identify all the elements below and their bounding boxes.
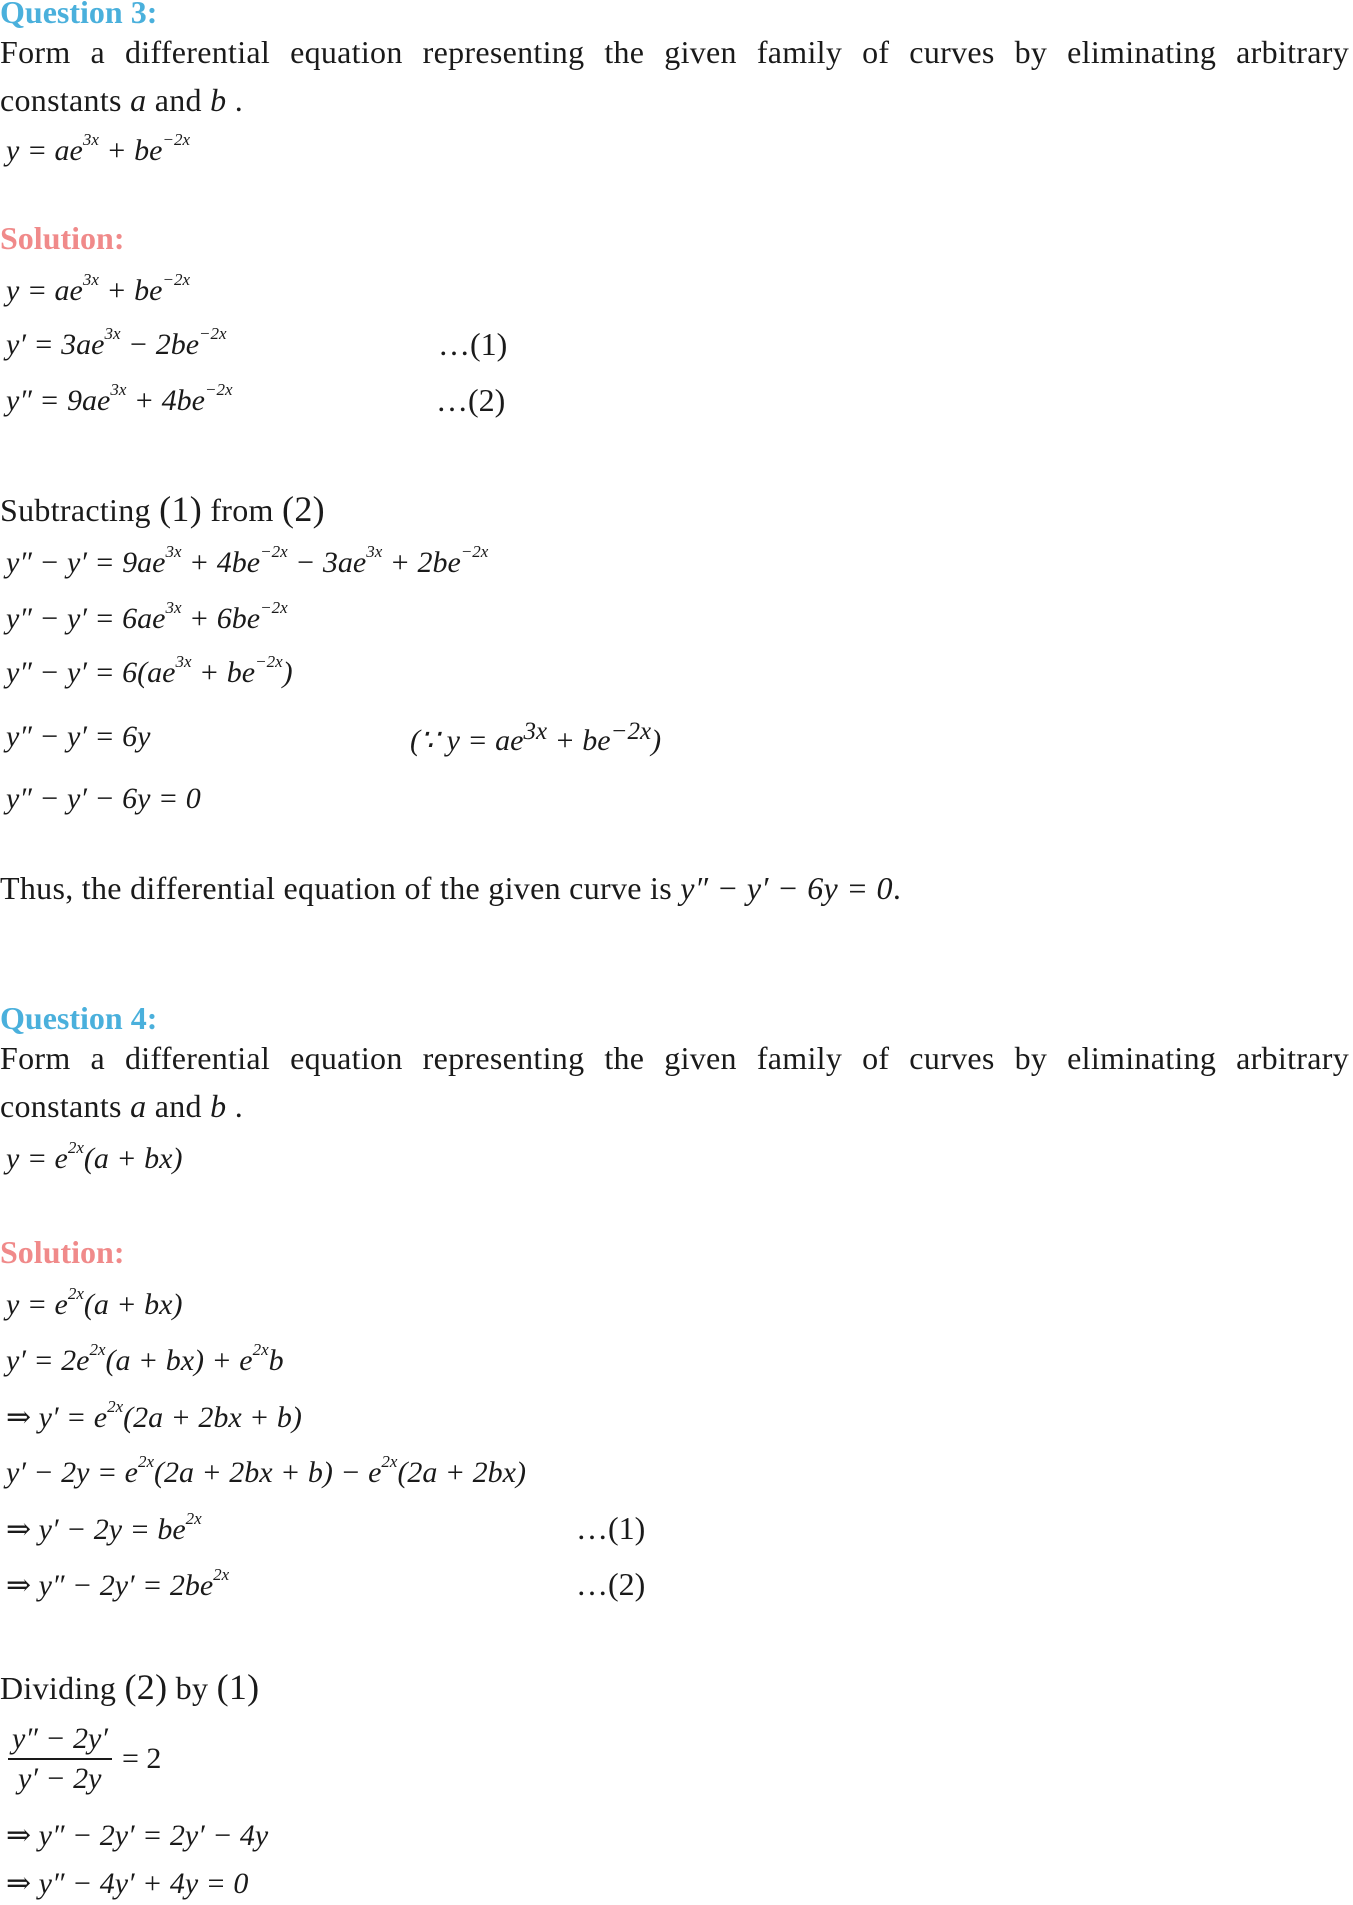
q4-fraction-denominator: y′ − 2y (18, 1762, 102, 1795)
question-3-heading: Question 3: (0, 0, 158, 30)
q4-fraction-rhs: = 2 (122, 1742, 162, 1775)
q3-subtracting-line: Subtracting (1) from (2) (0, 489, 325, 529)
question-3-prompt-line-1: Form a differential equation representing the given family of curves by eliminating arbitrary (0, 34, 1349, 70)
q4-final-step-1: ⇒ y″ − 2y′ = 2y′ − 4y (6, 1819, 269, 1852)
q4-fraction (8, 1722, 112, 1796)
q3-conclusion: Thus, the differential equation of the given curve is y″ − y′ − 6y = 0. (0, 870, 902, 906)
q4-step-5: ⇒ $y' - 2y = be^{2x}$ (6, 1509, 202, 1546)
q3-step-3-reference: …(2) (436, 382, 506, 418)
q3-step-7: y″ − y′ = 6y (6, 720, 151, 753)
question-3-prompt-line-2: constants a and b . (0, 82, 244, 118)
question-4-prompt-line-1: Form a differential equation representing the given family of curves by eliminating arbitrary (0, 1040, 1349, 1076)
q4-fraction-numerator: y″ − 2y′ (8, 1722, 112, 1760)
q4-step-5-reference: …(1) (576, 1510, 646, 1546)
q3-step-5: $y'' - y' = 6ae^{3x} + 6be^{-2x}$ (6, 598, 288, 635)
question-4-heading: Question 4: (0, 1000, 158, 1036)
question-4-prompt-line-2: constants a and b . (0, 1088, 244, 1124)
question-4-given-equation: $y = e^{2x}(a + bx)$ (6, 1138, 183, 1175)
q4-step-6-reference: …(2) (576, 1566, 646, 1602)
q3-step-1: $y = ae^{3x} + be^{-2x}$ (6, 270, 191, 307)
q4-dividing-line: Dividing (2) by (1) (0, 1667, 260, 1707)
question-4-solution-heading: Solution: (0, 1234, 125, 1270)
question-3-given-equation: $y = ae^{3x} + be^{-2x}$ (6, 130, 191, 167)
q3-step-3: $y'' = 9ae^{3x} + 4be^{-2x}$ (6, 380, 233, 417)
q4-step-2: $y' = 2e^{2x}(a + bx) + e^{2x}b$ (6, 1340, 284, 1377)
q3-step-8: y″ − y′ − 6y = 0 (6, 782, 201, 815)
q3-step-6: $y'' - y' = 6(ae^{3x} + be^{-2x})$ (6, 652, 293, 689)
q4-step-4: $y' - 2y = e^{2x}(2a + 2bx + b) - e^{2x}(2a + 2bx)$ (6, 1452, 526, 1489)
question-3-solution-heading: Solution: (0, 220, 125, 256)
q4-final-step-2: ⇒ y″ − 4y′ + 4y = 0 (6, 1867, 249, 1900)
q3-step-2: $y' = 3ae^{3x} - 2be^{-2x}$ (6, 324, 227, 361)
q3-step-4: $y'' - y' = 9ae^{3x} + 4be^{-2x} - 3ae^{3x} + 2be^{-2x}$ (6, 542, 489, 579)
q4-step-6: ⇒ $y'' - 2y' = 2be^{2x}$ (6, 1565, 230, 1602)
q4-step-3: ⇒ $y' = e^{2x}(2a + 2bx + b)$ (6, 1397, 302, 1434)
q3-step-2-reference: …(1) (438, 326, 508, 362)
q4-step-1: $y = e^{2x}(a + bx)$ (6, 1284, 183, 1321)
q3-step-7-note: (∵ $y = ae^{3x} + be^{-2x}$) (410, 718, 662, 757)
